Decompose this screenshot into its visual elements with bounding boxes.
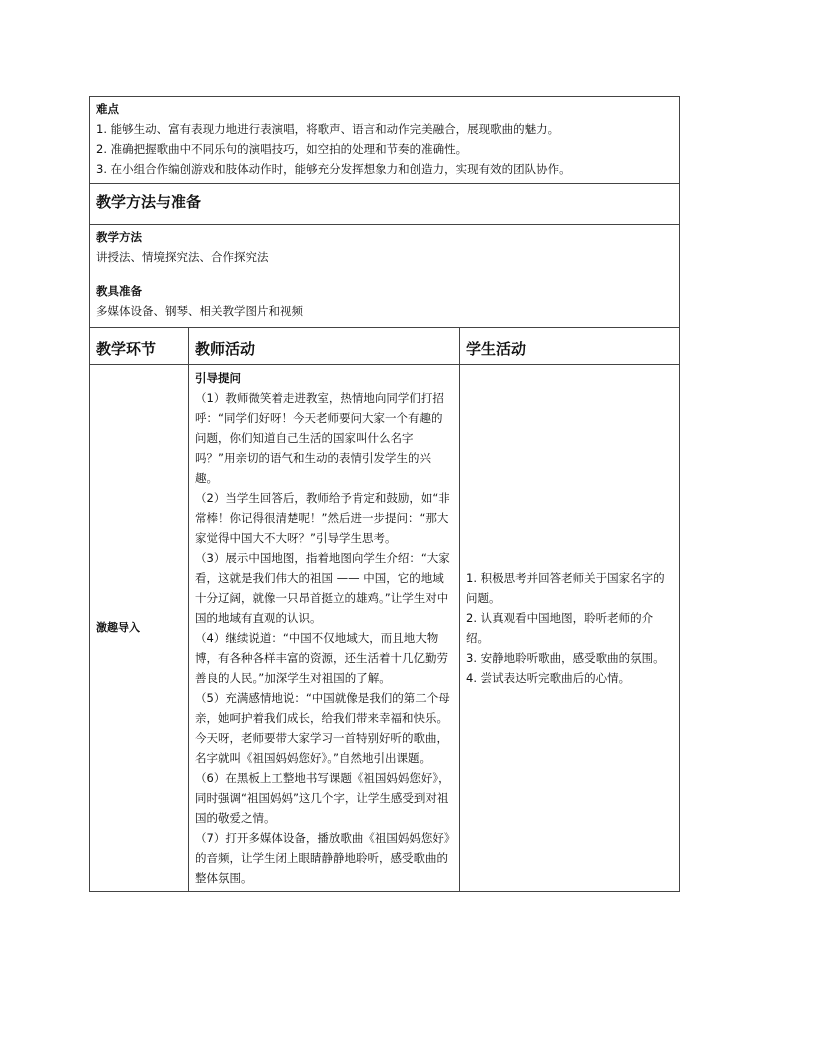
teaching-method-label: 教学方法: [96, 230, 142, 244]
methods-row: [90, 225, 680, 328]
table-row: [90, 365, 680, 892]
teaching-prep-label: 教具准备: [96, 284, 142, 298]
methods-section: [90, 225, 680, 328]
teacher-activity-title: 引导提问: [195, 371, 241, 385]
lesson-plan-table: [89, 96, 680, 892]
teacher-item: （7）打开多媒体设备，播放歌曲《祖国妈妈您好》的音频，让学生闭上眼睛静静地聆听，感受歌曲的整体氛围。: [195, 831, 450, 885]
student-item: 4. 尝试表达听完歌曲后的心情。: [466, 671, 631, 685]
student-item: 1. 积极思考并回答老师关于国家名字的问题。: [466, 571, 665, 605]
difficulty-item: 2. 准确把握歌曲中不同乐句的演唱技巧，如空拍的处理和节奏的准确性。: [96, 142, 468, 156]
teaching-prep-text: 多媒体设备、钢琴、相关教学图片和视频: [96, 304, 303, 318]
difficulties-section: [90, 97, 680, 184]
teacher-activity-cell: [189, 365, 460, 892]
teacher-item: （5）充满感情地说：“中国就像是我们的第二个母亲，她呵护着我们成长，给我们带来幸福和快乐。今天呀，老师要带大家学习一首特别好听的歌曲，名字就叫《祖国妈妈您好》。”自然地引出课题。: [195, 691, 450, 765]
teacher-item: （2）当学生回答后，教师给予肯定和鼓励，如“非常棒！你记得很清楚呢！”然后进一步提问：“那大家觉得中国大不大呀？”引导学生思考。: [195, 491, 450, 545]
methods-heading: 教学方法与准备: [90, 184, 680, 225]
teacher-item: （3）展示中国地图，指着地图向学生介绍：“大家看，这就是我们伟大的祖国 —— 中国，它的地域十分辽阔，就像一只昂首挺立的雄鸡。”让学生对中国的地域有直观的认识。: [195, 551, 450, 625]
teacher-item: （1）教师微笑着走进教室，热情地向同学们打招呼：“同学们好呀！今天老师要问大家一个有趣的问题，你们知道自己生活的国家叫什么名字吗？”用亲切的语气和生动的表情引发学生的兴趣。: [195, 391, 444, 485]
difficulties-title: 难点: [96, 102, 119, 116]
stage-cell: 激趣导入: [90, 365, 189, 892]
student-activity-cell: [460, 365, 680, 892]
document-page: [89, 96, 679, 892]
methods-heading-row: [90, 184, 680, 225]
teacher-item: （4）继续说道：“中国不仅地域大，而且地大物博，有各种各样丰富的资源，还生活着十几亿勤劳善良的人民。”加深学生对祖国的了解。: [195, 631, 448, 685]
student-item: 2. 认真观看中国地图，聆听老师的介绍。: [466, 611, 654, 645]
header-student-activity: 学生活动: [460, 328, 680, 365]
header-teacher-activity: 教师活动: [189, 328, 460, 365]
header-stage: 教学环节: [90, 328, 189, 365]
teacher-item: （6）在黑板上工整地书写课题《祖国妈妈您好》，同时强调“祖国妈妈”这几个字，让学生感受到对祖国的敬爱之情。: [195, 771, 450, 825]
student-item: 3. 安静地聆听歌曲，感受歌曲的氛围。: [466, 651, 665, 665]
difficulty-item: 1. 能够生动、富有表现力地进行表演唱，将歌声、语言和动作完美融合，展现歌曲的魅力。: [96, 122, 560, 136]
teaching-method-text: 讲授法、情境探究法、合作探究法: [96, 250, 269, 264]
difficulties-row: [90, 97, 680, 184]
difficulty-item: 3. 在小组合作编创游戏和肢体动作时，能够充分发挥想象力和创造力，实现有效的团队协作。: [96, 162, 571, 176]
table-header-row: [90, 328, 680, 365]
